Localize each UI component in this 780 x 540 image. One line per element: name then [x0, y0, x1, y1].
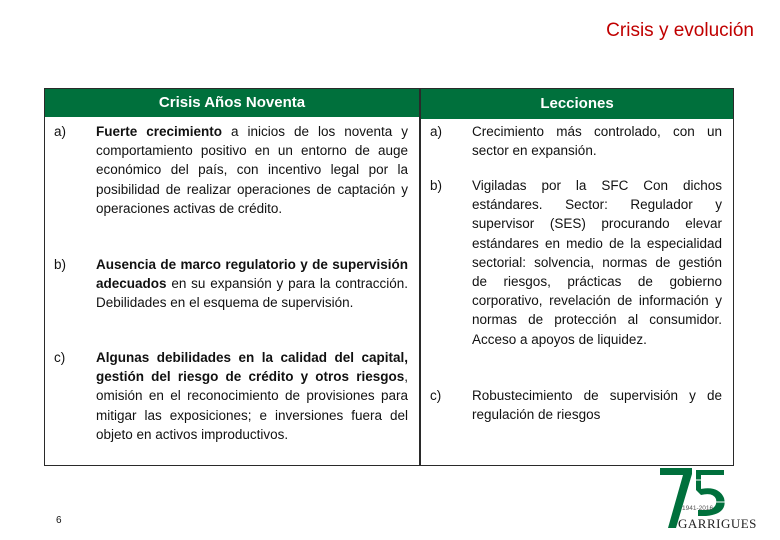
logo-name: GARRIGUES: [678, 516, 757, 531]
page-title: Crisis y evolución: [606, 20, 754, 41]
crisis-item-text: [96, 122, 408, 218]
crisis-item-marker: b): [54, 257, 67, 272]
crisis-item-marker: a): [54, 124, 67, 139]
crisis-item-rest: en su expansión y para la contracción. Debilidades en el esquema de supervisión.: [96, 276, 408, 311]
lesson-item-marker: a): [430, 124, 443, 139]
crisis-item-bold: Ausencia de marco regulatorio y de supervisión adecuados: [96, 257, 408, 292]
crisis-item-text: [96, 348, 408, 444]
crisis-item-rest: a inicios de los noventa y comportamiento positivo en un entorno de auge económico del país, con incentivo legal por la posibilidad de realizar operaciones de captación y operaciones activas de crédito.: [96, 124, 409, 216]
lesson-item-text: Crecimiento más controlado, con un sector en expansión.: [472, 124, 722, 159]
lessons-header: Lecciones: [421, 89, 733, 119]
crisis-item-marker: c): [54, 350, 66, 365]
crisis-item-bold: Algunas debilidades en la calidad del capital, gestión del riesgo de crédito y otros riesgos: [96, 350, 408, 385]
crisis-item-text: [96, 255, 408, 313]
lesson-item-text: Robustecimiento de supervisión y de regulación de riesgos: [472, 388, 722, 423]
lesson-item-marker: c): [430, 388, 442, 403]
lesson-item-marker: b): [430, 178, 443, 193]
crisis-header: Crisis Años Noventa: [45, 89, 419, 117]
page-number: 6: [56, 515, 62, 526]
crisis-item-rest: , omisión en el reconocimiento de provisiones para mitigar las exposiciones; e inversiones fuera del objeto en activos improductivos.: [96, 369, 408, 442]
logo-years: 1941-2016: [682, 505, 714, 512]
crisis-item-bold: Fuerte crecimiento: [96, 124, 223, 139]
lesson-item-text: Vigiladas por la SFC Con dichos estándares. Sector: Regulador y supervisor (SES) procurando elevar estándares en medio de la especialidad sectorial: solvencia, normas de gestión de riesgos, prácticas de gobierno corporativo, revelación de información y normas de protección al consumidor. Acceso a apoyos de liquidez.: [472, 178, 722, 347]
